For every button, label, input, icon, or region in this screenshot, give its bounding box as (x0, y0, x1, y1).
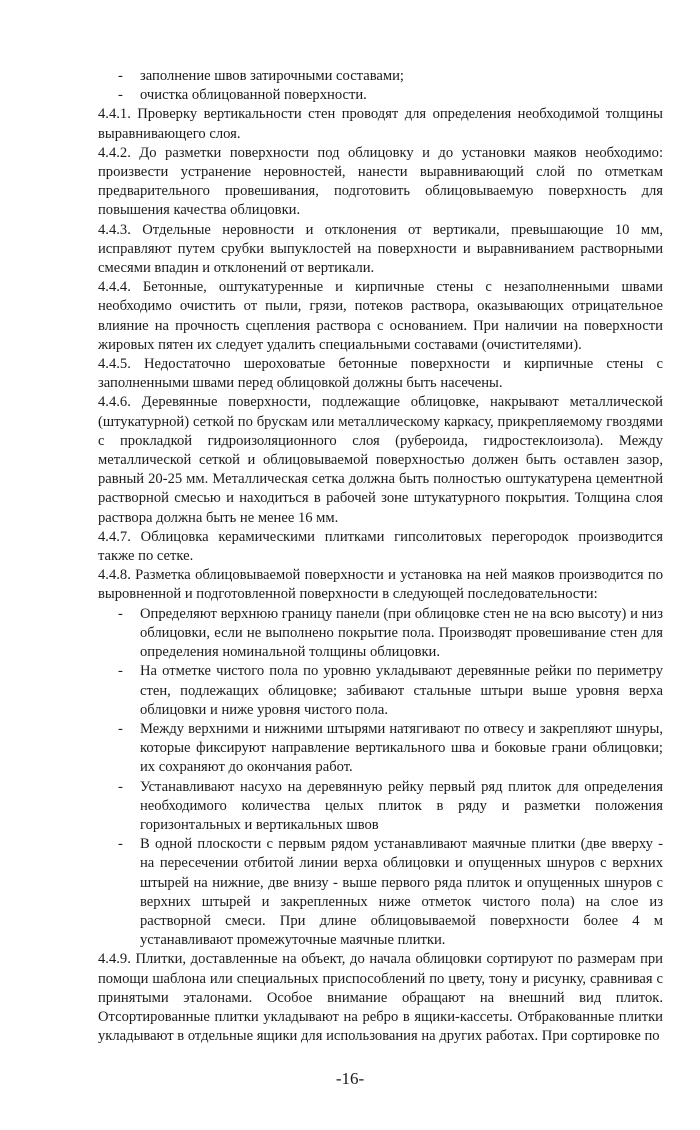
step-text: На отметке чистого пола по уровню укладывают деревянные рейки по периметру стен, подлежащих облицовке; забивают стальные штыри выше уровня верха облицовки и ниже уровня чистого пола. (140, 663, 663, 718)
paragraph-4-4-1: 4.4.1. Проверку вертикальности стен проводят для определения необходимой толщины выравнивающего слоя. (98, 106, 663, 142)
list-item (98, 67, 663, 86)
dash-bullet: - (118, 720, 123, 737)
paragraph-4-4-3: 4.4.3. Отдельные неровности и отклонения от вертикали, превышающие 10 мм, исправляют путем срубки выпуклостей на поверхности и выравниванием растворными смесями впадин и отклонений от вертикали. (98, 221, 663, 277)
paragraph-4-4-4: 4.4.4. Бетонные, оштукатуренные и кирпичные стены с незаполненными швами необходимо очистить от пыли, грязи, потеков раствора, оказывающих отрицательное влияние на прочность сцепления раствора с основанием. При наличии на поверхности жировых пятен их следует удалить специальными составами (очистителями). (98, 279, 663, 353)
document-page (98, 0, 663, 1046)
dash-bullet: - (118, 836, 123, 853)
dash-bullet: - (118, 87, 123, 104)
step-item (98, 662, 663, 720)
step-item (98, 835, 663, 950)
page-number: -16- (335, 1069, 365, 1089)
step-text: Устанавливают насухо на деревянную рейку первый ряд плиток для определения необходимого количества целых плиток в ряду и разметки положения горизонтальных и вертикальных швов (140, 778, 663, 833)
paragraph-4-4-2: 4.4.2. До разметки поверхности под облицовку и до установки маяков необходимо: произвести устранение неровностей, нанести выравнивающий слой по отметкам предварительного провешивания, подготовить облицовываемую поверхность для повышения качества облицовки. (98, 144, 663, 219)
step-text: В одной плоскости с первым рядом устанавливают маячные плитки (две вверху - на пересечении отбитой линии верха облицовки и опущенных шнуров с верхних штырей на нижние, две внизу - выше первого ряда плиток и опущенных шнуров с верхних штырей и закрепленных ниже отметок чистого пола) на слое из растворной смеси. При длине облицовываемой поверхности более 4 м устанавливают промежуточные маячные плитки. (140, 836, 663, 949)
step-item (98, 720, 663, 778)
step-item (98, 778, 663, 836)
list-item-text: очистка облицованной поверхности. (140, 87, 367, 104)
paragraph-4-4-8: 4.4.8. Разметка облицовываемой поверхности и установка на ней маяков производится по выровненной и подготовленной поверхности в следующей последовательности: (98, 567, 663, 603)
dash-bullet: - (118, 68, 123, 84)
paragraph-4-4-5: 4.4.5. Недостаточно шероховатые бетонные поверхности и кирпичные стены с заполненными швами перед облицовкой должны быть насечены. (98, 356, 663, 392)
paragraph-4-4-7: 4.4.7. Облицовка керамическими плитками гипсолитовых перегородок производится также по сетке. (98, 528, 663, 565)
step-item (98, 605, 663, 663)
dash-bullet: - (118, 663, 123, 680)
paragraph-4-4-6: 4.4.6. Деревянные поверхности, подлежащие облицовке, накрывают металлической (штукатурной) сеткой по брускам или металлическому каркасу, прикрепляемому гвоздями с прокладкой гидроизоляционного слоя (рубероида, гидростеклоизола). Между металлической сеткой и облицовываемой поверхностью должен быть оставлен зазор, равный 20-25 мм. Металлическая сетка должна быть полностью оштукатурена цементной растворной смесью и находиться в рабочей зоне штукатурного покрытия. Толщина слоя раствора должна быть не менее 16 мм. (98, 394, 663, 526)
dash-bullet: - (118, 605, 123, 622)
step-text: Определяют верхнюю границу панели (при облицовке стен не на всю высоту) и низ облицовки, если не выполнено покрытие пола. Производят провешивание стен для определения номинальной толщины облицовки. (140, 605, 663, 661)
step-text: Между верхними и нижними штырями натягивают по отвесу и закрепляют шнуры, которые фиксируют направление вертикального шва и боковые грани облицовки; их сохраняют до окончания работ. (140, 720, 663, 776)
list-item (98, 86, 663, 105)
list-item-text: заполнение швов затирочными составами; (140, 68, 404, 84)
dash-bullet: - (118, 778, 123, 795)
paragraph-4-4-9: 4.4.9. Плитки, доставленные на объект, до начала облицовки сортируют по размерам при помощи шаблона или специальных приспособлений по цвету, тону и рисунку, сравнивая с принятыми эталонами. Особое внимание обращают на внешний вид плиток. Отсортированные плитки укладывают на ребро в ящики-кассеты. Отбракованные плитки укладывают в отдельные ящики для использования на других работах. При сортировке по (98, 951, 663, 1045)
